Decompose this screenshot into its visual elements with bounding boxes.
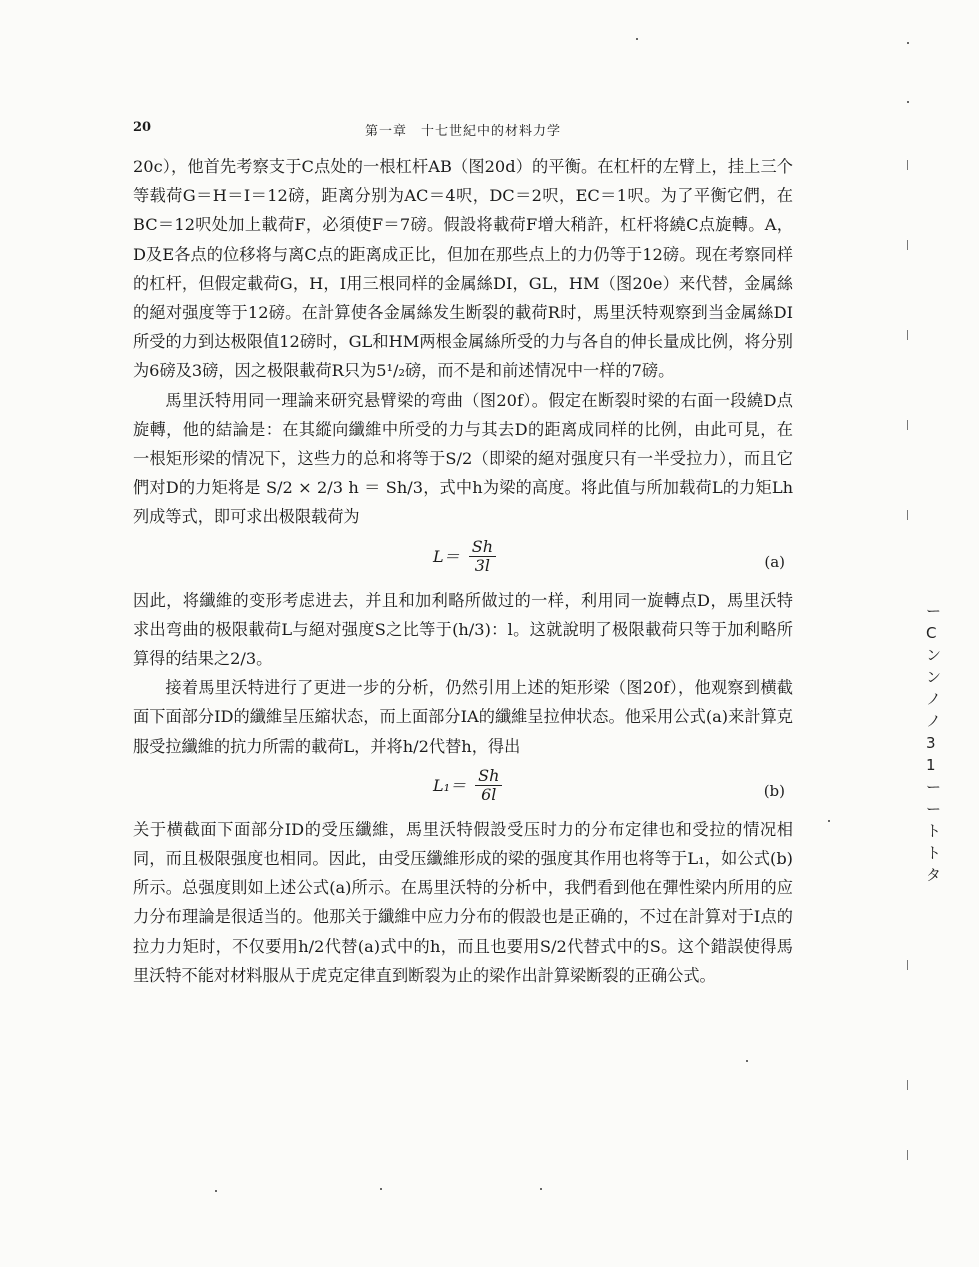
margin-mark: 3 [926, 734, 936, 752]
margin-mark: ン [926, 646, 942, 664]
equation-a-tag: (a) [764, 552, 785, 571]
equation-b-denominator: 6l [481, 784, 497, 804]
paragraph-4: 接着馬里沃特进行了更进一步的分析，仍然引用上述的矩形梁（图20f），他观察到横截面下面部分ID的纖維呈压縮状态，而上面部分IA的纖維呈拉伸状态。他采用公式(a)来計算克服受拉纖維的抗力所需的載荷L，并将h/2代替h，得出 [133, 678, 793, 756]
equation-b-formula [433, 767, 502, 804]
equation-b [133, 767, 793, 811]
margin-mark: C [926, 624, 937, 642]
equation-b-tag: (b) [763, 781, 785, 800]
equation-a-denominator: 3l [474, 555, 491, 575]
margin-handwriting [926, 600, 946, 886]
margin-mark: ー [926, 800, 942, 818]
equation-b-numerator: Sh [475, 767, 502, 786]
equation-a-lhs: L＝ [433, 546, 460, 566]
equation-b-lhs: L₁＝ [433, 775, 467, 795]
margin-mark: ン [926, 668, 942, 686]
page-number: 20 [133, 120, 152, 135]
margin-mark: ト [926, 822, 942, 840]
paragraph-5: 关于横截面下面部分ID的受压纖維，馬里沃特假設受压时力的分布定律也和受拉的情况相同，而且极限强度也相同。因此，由受压纖維形成的梁的强度其作用也将等于L₁，如公式(b)所示。总强度則如上述公式(a)所示。在馬里沃特的分析中，我們看到他在彈性梁内所用的应力分布理論是很适当的。他那关于纖維中应力分布的假設也是正确的，不过在計算对于I点的拉力力矩时，不仅要用h/2代替(a)式中的h，而且也要用S/2代替式中的S。这个錯誤使得馬里沃特不能对材料服从于虎克定律直到断裂为止的梁作出計算梁断裂的正确公式。 [133, 819, 793, 985]
equation-a-formula [433, 538, 496, 575]
margin-mark: ノ [926, 712, 942, 730]
equation-a [133, 538, 793, 582]
equation-a-numerator: Sh [469, 538, 496, 557]
scan-mark [907, 160, 908, 170]
chapter-title: 第一章 十七世紀中的材料力学 [364, 124, 561, 139]
paragraph-2: 馬里沃特用同一理論来研究悬臂梁的弯曲（图20f）。假定在断裂时梁的右面一段繞D点旋轉，他的結論是：在其縱向纖維中所受的力与其去D的距离成同样的比例，由此可見，在一根矩形梁的情况下，这些力的总和将等于S/2（即梁的絕对强度只有一半受拉力），而且它們对D的力矩将是 S/2 × 2/3 h ＝ Sh/3，式中h为梁的高度。将此值与所加载荷L的力矩Lh列成等式，即可求出极限载荷为 [133, 390, 793, 527]
scan-mark [907, 330, 908, 340]
scan-mark [907, 240, 908, 250]
paragraph-1: 20c），他首先考察支于C点处的一根杠杆AB（图20d）的平衡。在杠杆的左臂上，挂上三个等载荷G＝H＝I＝12磅，距离分别为AC＝4呎，DC＝2呎，EC＝1呎。为了平衡它們，在BC＝12呎处加上載荷F，必須使F＝7磅。假設将載荷F增大稍許，杠杆将繞C点旋轉。A，D及E各点的位移将与离C点的距离成正比，但加在那些点上的力仍等于12磅。现在考察同样的杠杆，但假定載荷G，H，I用三根同样的金属絲DI，GL，HM（图20e）来代替，金属絲的絕对强度等于12磅。在計算使各金属絲发生断裂的載荷R时，馬里沃特观察到当金属絲DI所受的力到达极限值12磅时，GL和HM两根金属絲所受的力与各自的伸长量成比例，将分别为6磅及3磅，因之极限載荷R只为5¹/₂磅，而不是和前述情况中一样的7磅。 [133, 157, 793, 381]
margin-mark: タ [926, 866, 942, 884]
margin-mark: ー [926, 602, 942, 620]
running-header [133, 120, 793, 142]
margin-mark: ー [926, 778, 942, 796]
scan-mark [907, 1080, 908, 1090]
margin-mark: ト [926, 844, 942, 862]
margin-mark: ノ [926, 690, 942, 708]
paragraph-3: 因此，将纖維的变形考虑进去，并且和加利略所做过的一样，利用同一旋轉点D，馬里沃特求出弯曲的极限載荷L与絕对强度S之比等于(h/3)：l。这就說明了极限載荷只等于加利略所算得的结果之2/3。 [133, 590, 793, 669]
main-text [133, 152, 793, 990]
scan-mark [907, 1150, 908, 1160]
scan-mark [907, 510, 908, 520]
scan-mark [907, 960, 908, 970]
scan-mark [907, 420, 908, 430]
margin-mark: 1 [926, 756, 936, 774]
